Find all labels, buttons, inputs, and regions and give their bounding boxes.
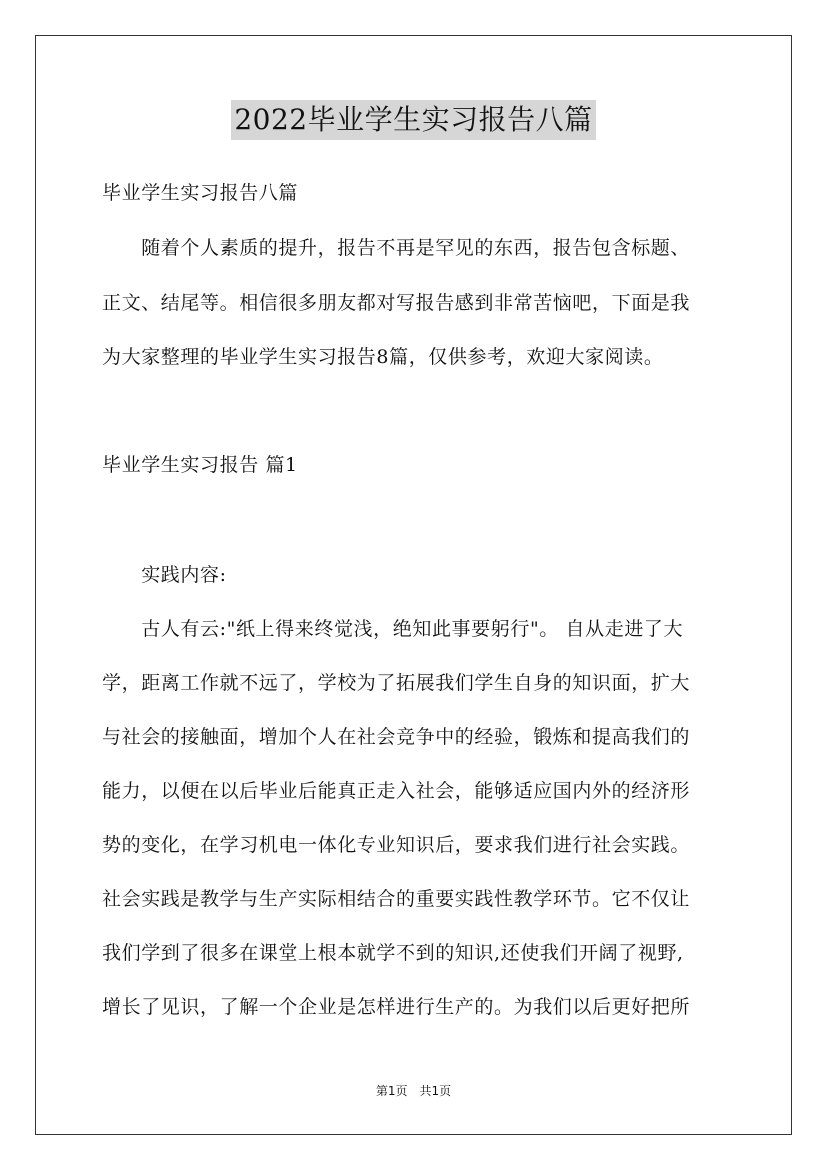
page-footer: 第1页 共1页: [375, 1084, 452, 1098]
intro-line: 随着个人素质的提升，报告不再是罕见的东西，报告包含标题、: [102, 237, 691, 259]
intro-line: 为大家整理的毕业学生实习报告8篇，仅供参考，欢迎大家阅读。: [102, 346, 664, 368]
title-wrap: [0, 100, 827, 140]
body-line: 古人有云:"纸上得来终觉浅，绝知此事要躬行"。 自从走进了大: [102, 618, 684, 640]
intro-line: 正文、结尾等。相信很多朋友都对写报告感到非常苦恼吧，下面是我: [102, 292, 691, 314]
body-line: 能力，以便在以后毕业后能真正走入社会，能够适应国内外的经济形: [102, 780, 691, 802]
document-subtitle: 毕业学生实习报告八篇: [102, 182, 299, 204]
document-title: 2022毕业学生实习报告八篇: [231, 100, 595, 140]
body-line: 增长了见识，了解一个企业是怎样进行生产的。为我们以后更好把所: [102, 996, 691, 1018]
body-line: 学，距离工作就不远了，学校为了拓展我们学生自身的知识面，扩大: [102, 672, 691, 694]
body-line: 社会实践是教学与生产实际相结合的重要实践性教学环节。它不仅让: [102, 888, 691, 910]
body-line: 我们学到了很多在课堂上根本就学不到的知识,还使我们开阔了视野,: [102, 942, 684, 964]
section-heading: 毕业学生实习报告 篇1: [102, 454, 298, 476]
body-line: 势的变化，在学习机电一体化专业知识后，要求我们进行社会实践。: [102, 834, 691, 856]
practice-label: 实践内容:: [102, 564, 227, 586]
body-line: 与社会的接触面，增加个人在社会竞争中的经验，锻炼和提高我们的: [102, 726, 691, 748]
